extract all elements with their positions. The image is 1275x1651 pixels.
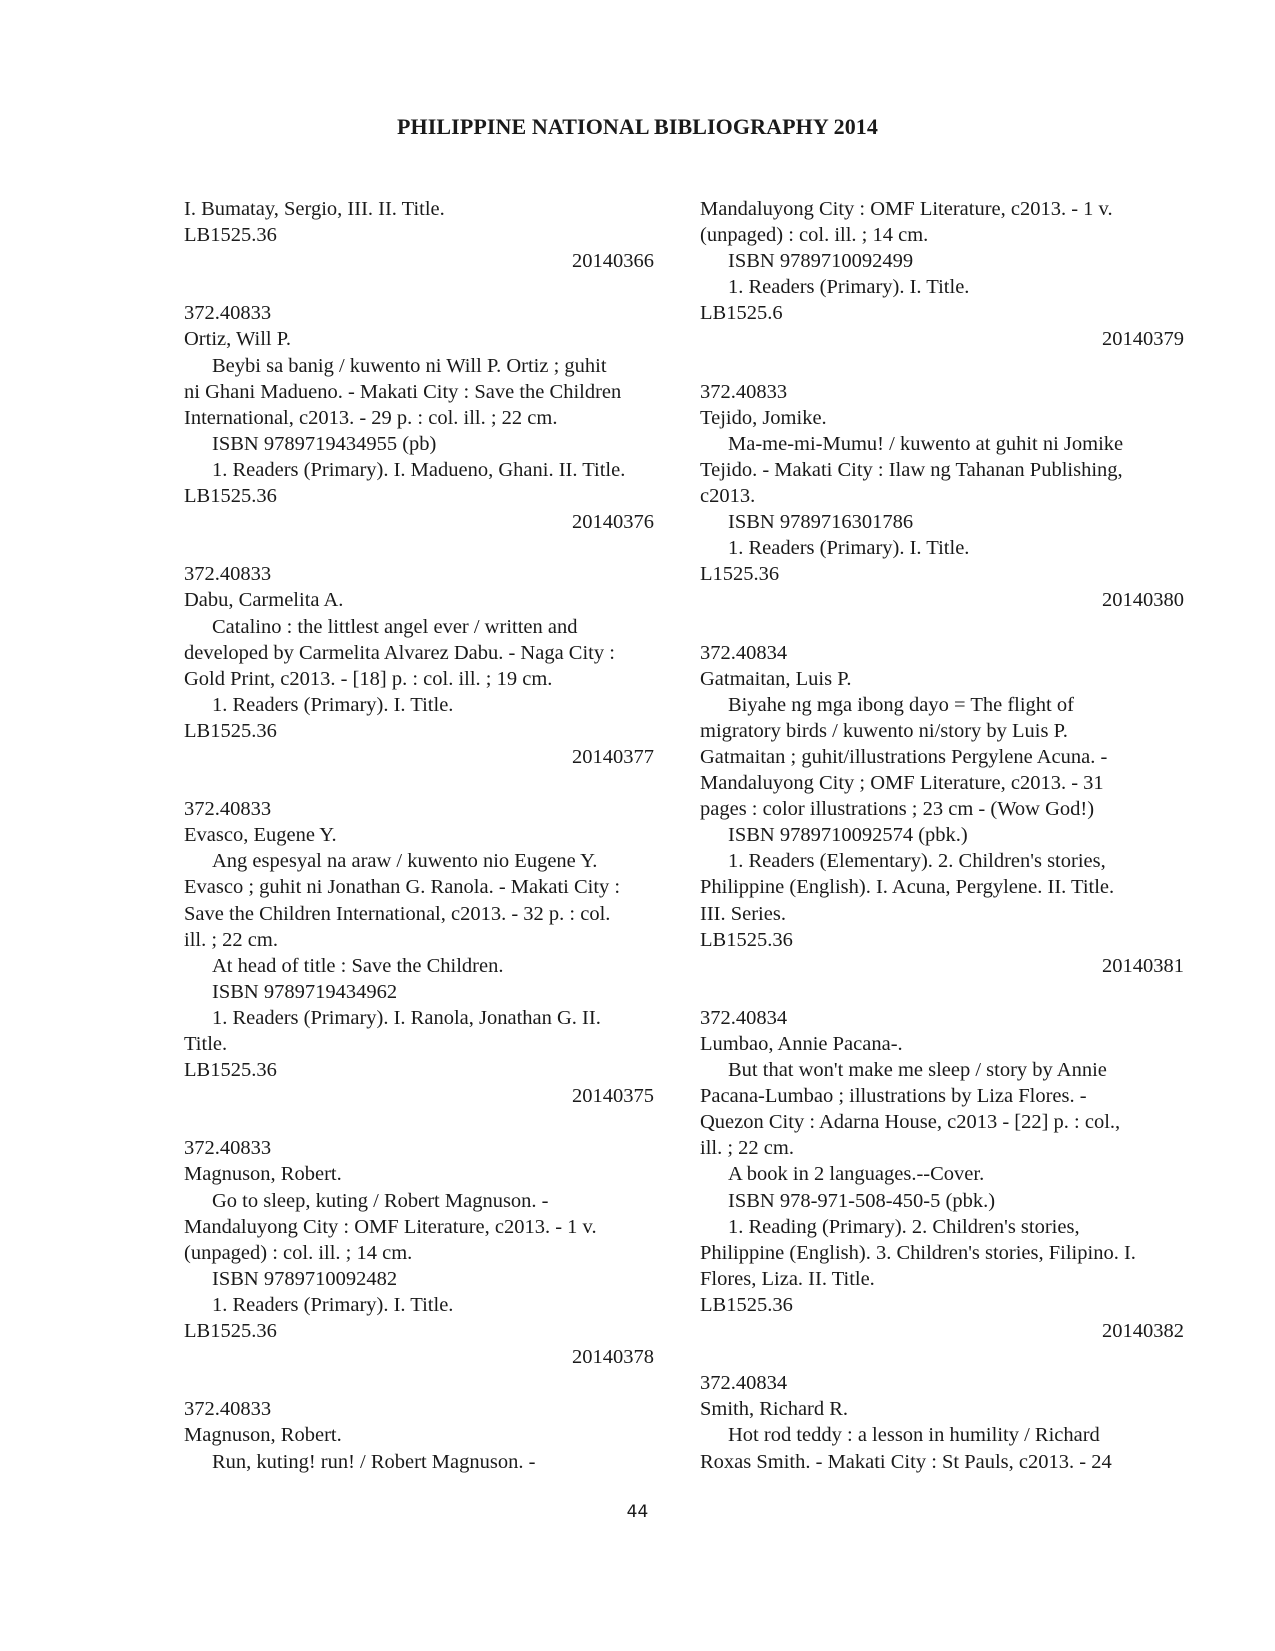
entry-line: c2013. (700, 485, 756, 508)
entry-line: Quezon City : Adarna House, c2013 - [22] p. : col., (700, 1111, 1121, 1134)
entry-line: 372.40833 (184, 1398, 272, 1421)
entry-line: 372.40833 (184, 1137, 272, 1160)
entry-line: ISBN 9789716301786 (728, 511, 914, 534)
page-number: 44 (626, 1502, 649, 1522)
entry-line: International, c2013. - 29 p. : col. ill. ; 22 cm. (184, 406, 558, 429)
left-column (184, 196, 660, 1475)
entry-line: Philippine (English). I. Acuna, Pergylene. II. Title. (700, 876, 1115, 899)
entry-spacer (184, 274, 660, 300)
entry-spacer (700, 979, 1190, 1005)
accession-number: 20140382 (1102, 1320, 1184, 1343)
entry-line: ni Ghani Madueno. - Makati City : Save the Children (184, 380, 622, 403)
entry-line: Evasco ; guhit ni Jonathan G. Ranola. - Makati City : (184, 876, 621, 899)
entry-line: Ang espesyal na araw / kuwento nio Eugene Y. (212, 850, 598, 873)
entry-line: Philippine (English). 3. Children's stories, Filipino. I. (700, 1241, 1136, 1264)
entry-line: 372.40834 (700, 641, 788, 664)
entry-line: migratory birds / kuwento ni/story by Luis P. (700, 719, 1068, 742)
entry-line: LB1525.36 (184, 485, 277, 508)
entry-line: 372.40833 (184, 563, 272, 586)
entry-spacer (700, 353, 1190, 379)
entry-line: 1. Readers (Primary). I. Title. (212, 693, 454, 716)
accession-number: 20140377 (572, 745, 654, 768)
accession-number: 20140376 (572, 511, 654, 534)
entry-line: ISBN 9789719434955 (pb) (212, 432, 437, 455)
entry-line: Go to sleep, kuting / Robert Magnuson. - (212, 1189, 549, 1212)
entry-line: 372.40834 (700, 1006, 788, 1029)
accession-number: 20140379 (1102, 328, 1184, 351)
entry-line: Beybi sa banig / kuwento ni Will P. Ortiz ; guhit (212, 354, 607, 377)
entry-line: Run, kuting! run! / Robert Magnuson. - (212, 1450, 536, 1473)
entry-line: Gatmaitan, Luis P. (700, 667, 852, 690)
entry-line: Magnuson, Robert. (184, 1424, 342, 1447)
entry-line: (unpaged) : col. ill. ; 14 cm. (700, 224, 929, 247)
entry-line: (unpaged) : col. ill. ; 14 cm. (184, 1241, 413, 1264)
entry-line: Dabu, Carmelita A. (184, 589, 344, 612)
entry-line: Biyahe ng mga ibong dayo = The flight of (728, 693, 1074, 716)
entry-line: At head of title : Save the Children. (212, 954, 504, 977)
entry-line: ISBN 9789719434962 (212, 980, 398, 1003)
entry-line: pages : color illustrations ; 23 cm - (Wow God!) (700, 798, 1095, 821)
accession-number: 20140366 (572, 250, 654, 273)
entry-line: A book in 2 languages.--Cover. (728, 1163, 985, 1186)
entry-line: ISBN 9789710092499 (728, 250, 914, 273)
entry-line: LB1525.6 (700, 302, 783, 325)
accession-number: 20140375 (572, 1085, 654, 1108)
entry-line: LB1525.36 (184, 1320, 277, 1343)
entry-line: 1. Readers (Primary). I. Title. (728, 537, 970, 560)
entry-line: Gold Print, c2013. - [18] p. : col. ill. ; 19 cm. (184, 667, 553, 690)
entry-line: Hot rod teddy : a lesson in humility / Richard (728, 1424, 1100, 1447)
accession-number: 20140381 (1102, 954, 1184, 977)
entry-line: 1. Readers (Elementary). 2. Children's stories, (728, 850, 1106, 873)
entry-line: 1. Readers (Primary). I. Title. (728, 276, 970, 299)
entry-spacer (184, 1109, 660, 1135)
entry-line: Magnuson, Robert. (184, 1163, 342, 1186)
entry-spacer (700, 614, 1190, 640)
entry-line: ISBN 9789710092574 (pbk.) (728, 824, 968, 847)
entry-spacer (184, 535, 660, 561)
right-column (700, 196, 1190, 1475)
entry-line: But that won't make me sleep / story by Annie (728, 1059, 1107, 1082)
entry-line: Mandaluyong City ; OMF Literature, c2013. - 31 (700, 772, 1104, 795)
entry-line: 372.40834 (700, 1372, 788, 1395)
entry-line: ill. ; 22 cm. (700, 1137, 794, 1160)
entry-line: LB1525.36 (184, 719, 277, 742)
entry-line: Lumbao, Annie Pacana-. (700, 1033, 903, 1055)
entry-line: ill. ; 22 cm. (184, 928, 278, 951)
entry-spacer (184, 1370, 660, 1396)
entry-line: Pacana-Lumbao ; illustrations by Liza Flores. - (700, 1085, 1087, 1108)
entry-line: LB1525.36 (700, 1293, 793, 1316)
entry-line: III. Series. (700, 902, 786, 925)
entry-line: ISBN 9789710092482 (212, 1267, 398, 1290)
entry-line: Mandaluyong City : OMF Literature, c2013. - 1 v. (700, 198, 1113, 220)
entry-line: 1. Readers (Primary). I. Ranola, Jonathan G. II. (212, 1006, 601, 1029)
entry-line: Tejido, Jomike. (700, 406, 827, 429)
entry-line: Tejido. - Makati City : Ilaw ng Tahanan Publishing, (700, 458, 1123, 481)
entry-line: Roxas Smith. - Makati City : St Pauls, c2013. - 24 (700, 1450, 1112, 1473)
entry-line: LB1525.36 (184, 1059, 277, 1082)
entry-line: Save the Children International, c2013. - 32 p. : col. (184, 902, 611, 925)
entry-line: Ma-me-mi-Mumu! / kuwento at guhit ni Jomike (728, 432, 1124, 455)
accession-number: 20140378 (572, 1346, 654, 1369)
page-title: PHILIPPINE NATIONAL BIBLIOGRAPHY 2014 (396, 114, 879, 139)
entry-line: Mandaluyong City : OMF Literature, c2013. - 1 v. (184, 1215, 597, 1238)
entry-line: ISBN 978-971-508-450-5 (pbk.) (728, 1189, 996, 1212)
entry-line: LB1525.36 (184, 224, 277, 247)
entry-line: Ortiz, Will P. (184, 328, 291, 351)
entry-spacer (184, 770, 660, 796)
entry-spacer (700, 1344, 1190, 1370)
entry-line: 372.40833 (700, 380, 788, 403)
entry-line: 372.40833 (184, 302, 272, 325)
entry-line: L1525.36 (700, 563, 780, 586)
entry-line: Title. (184, 1033, 228, 1055)
entry-line: Evasco, Eugene Y. (184, 824, 337, 847)
entry-line: Smith, Richard R. (700, 1398, 849, 1421)
entry-line: 1. Readers (Primary). I. Title. (212, 1293, 454, 1316)
entry-line: LB1525.36 (700, 928, 793, 951)
entry-line: Flores, Liza. II. Title. (700, 1267, 875, 1290)
accession-number: 20140380 (1102, 589, 1184, 612)
entry-line: 1. Readers (Primary). I. Madueno, Ghani. II. Title. (212, 458, 626, 481)
entry-line: Gatmaitan ; guhit/illustrations Pergylene Acuna. - (700, 745, 1108, 768)
entry-line: 1. Reading (Primary). 2. Children's stories, (728, 1215, 1080, 1238)
entry-line: Catalino : the littlest angel ever / written and (212, 615, 578, 638)
entry-line: I. Bumatay, Sergio, III. II. Title. (184, 198, 445, 220)
entry-line: 372.40833 (184, 798, 272, 821)
entry-line: developed by Carmelita Alvarez Dabu. - Naga City : (184, 641, 615, 664)
